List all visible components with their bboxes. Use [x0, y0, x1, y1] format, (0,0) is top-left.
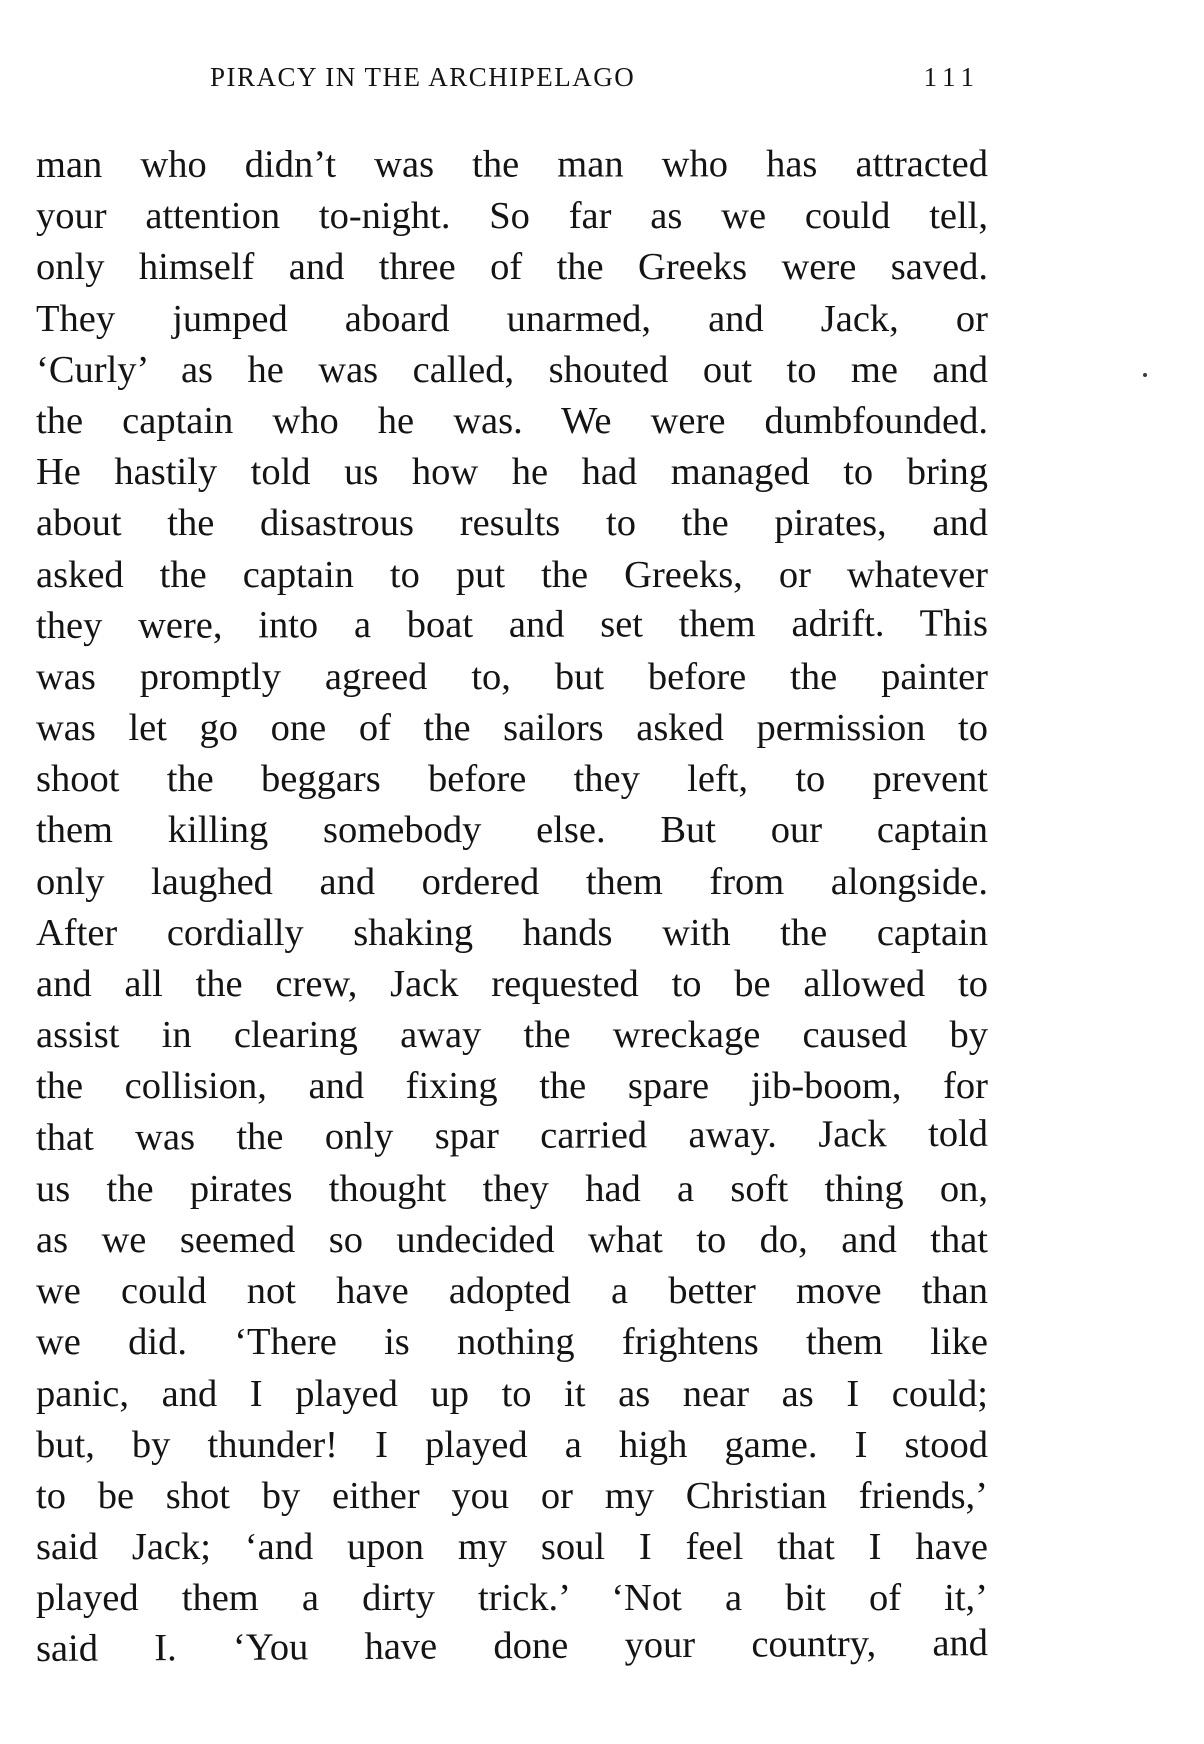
text-line: we did. ‘There is nothing frightens them like [36, 1321, 988, 1364]
text-line: the collision, and fixing the spare jib-boom, for [36, 1065, 988, 1108]
text-line: man who didn’t was the man who has attracted [35, 143, 989, 186]
text-line: played them a dirty trick.’ ‘Not a bit of it,’ [36, 1577, 988, 1620]
text-line: only laughed and ordered them from alongside. [36, 860, 988, 903]
text-line: the captain who he was. We were dumbfounded. [36, 399, 988, 442]
text-line: and all the crew, Jack requested to be allowed to [36, 963, 988, 1005]
text-line: said Jack; ‘and upon my soul I feel that I have [36, 1526, 988, 1569]
text-line: They jumped aboard unarmed, and Jack, or [36, 297, 988, 340]
text-line: to be shot by either you or my Christian friends,’ [36, 1474, 988, 1517]
text-line: that was the only spar carried away. Jack told [35, 1112, 989, 1159]
text-line: only himself and three of the Greeks were saved. [36, 246, 988, 289]
running-head [210, 62, 980, 102]
text-line: as we seemed so undecided what to do, and that [36, 1218, 988, 1261]
text-line: about the disastrous results to the pirates, and [36, 502, 988, 545]
text-line: asked the captain to put the Greeks, or whatever [36, 553, 988, 596]
text-line: them killing somebody else. But our captain [36, 809, 988, 852]
text-line: was let go one of the sailors asked permission to [36, 707, 988, 750]
text-line: After cordially shaking hands with the captain [36, 911, 988, 954]
text-line: panic, and I played up to it as near as I could; [36, 1372, 988, 1415]
running-title: PIRACY IN THE ARCHIPELAGO [210, 62, 636, 92]
text-line: us the pirates thought they had a soft thing on, [36, 1167, 988, 1210]
body-text [36, 140, 988, 1676]
text-line: they were, into a boat and set them adrift. This [35, 602, 989, 647]
text-line: your attention to-night. So far as we could tell, [36, 195, 988, 238]
text-line: but, by thunder! I played a high game. I stood [36, 1423, 988, 1466]
text-line: shoot the beggars before they left, to prevent [36, 758, 988, 801]
page-number: 111 [923, 62, 980, 92]
text-line: we could not have adopted a better move than [36, 1270, 988, 1313]
text-line: assist in clearing away the wreckage caused by [36, 1014, 988, 1057]
text-line: ‘Curly’ as he was called, shouted out to me and [36, 348, 988, 391]
text-line: was promptly agreed to, but before the painter [36, 655, 988, 698]
text-line: said I. ‘You have done your country, and [35, 1622, 989, 1671]
stray-print-mark [1143, 373, 1147, 377]
text-line: He hastily told us how he had managed to bring [36, 451, 988, 494]
